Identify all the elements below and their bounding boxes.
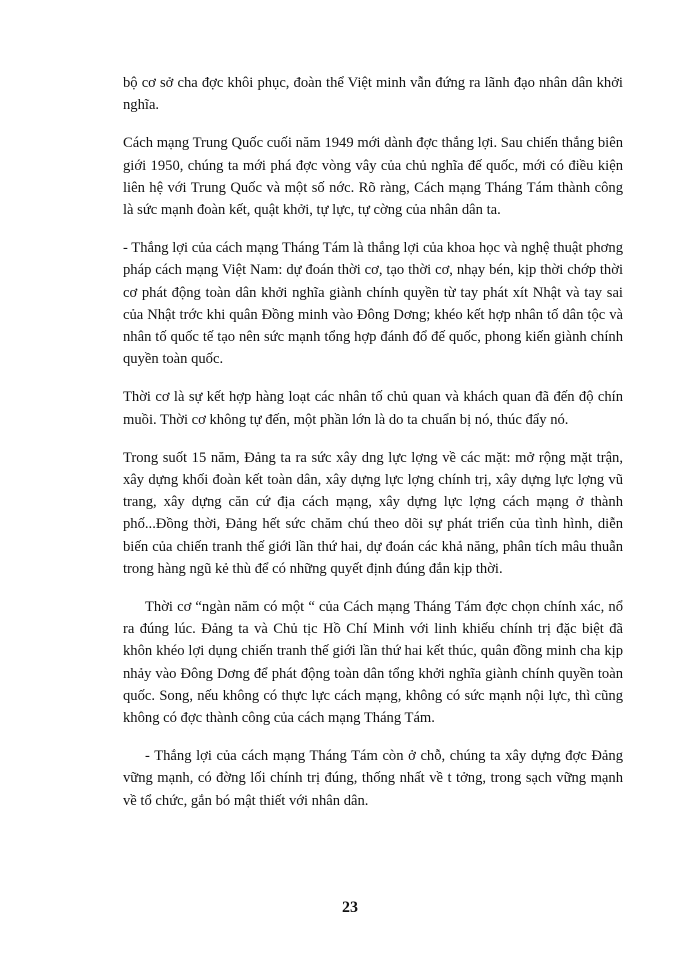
paragraph-6: Thời cơ “ngàn năm có một “ của Cách mạng Tháng Tám đợc chọn chính xác, nổ ra đúng lúc. Đảng ta và Chủ tịc Hồ Chí Minh với linh khiếu chính trị đặc biệt đã khôn khéo lợi dụng chiến tranh thế giới lần thứ hai kết thúc, quân đồng minh cha kịp nhảy vào Đông Dơng để phát động toàn dân tổng khởi nghĩa giành chính quyền toàn quốc. Song, nếu không có thực lực cách mạng, không có sức mạnh nội lực, thì cũng không có đợc thành công của cách mạng Tháng Tám. xyxy=(123,599,623,727)
paragraph-2: Cách mạng Trung Quốc cuối năm 1949 mới dành đợc thắng lợi. Sau chiến thắng biên giới 1950, chúng ta mới phá đợc vòng vây của chủ nghĩa đế quốc, mới có điều kiện liên hệ với Trung Quốc và một số nớc. Rõ ràng, Cách mạng Tháng Tám thành công là sức mạnh đoàn kết, quật khởi, tự lực, tự cờng của nhân dân ta. xyxy=(123,135,623,219)
paragraph-3: - Thắng lợi của cách mạng Tháng Tám là thắng lợi của khoa học và nghệ thuật phơng pháp cách mạng Việt Nam: dự đoán thời cơ, tạo thời cơ, nhạy bén, kịp thời chớp thời cơ phát động toàn dân khởi nghĩa giành chính quyền từ tay phát xít Nhật và tay sai của Nhật trớc khi quân Đồng minh vào Đông Dơng; khéo kết hợp nhân tố dân tộc và nhân tố quốc tế tạo nên sức mạnh tổng hợp đánh đổ đế quốc, phong kiến giành chính quyền toàn quốc. xyxy=(123,240,623,368)
page-body xyxy=(123,72,623,828)
paragraph-1: bộ cơ sở cha đợc khôi phục, đoàn thể Việt minh vẫn đứng ra lãnh đạo nhân dân khởi nghĩa. xyxy=(123,75,623,114)
page-number: 23 xyxy=(342,899,358,916)
paragraph-7: - Thắng lợi của cách mạng Tháng Tám còn ở chỗ, chúng ta xây dựng đợc Đảng vững mạnh, có đờng lối chính trị đúng, thống nhất về t tởng, trong sạch vững mạnh về tổ chức, gắn bó mật thiết với nhân dân. xyxy=(123,748,623,809)
paragraph-5: Trong suốt 15 năm, Đảng ta ra sức xây dng lực lợng về các mặt: mở rộng mặt trận, xây dựng khối đoàn kết toàn dân, xây dựng lực lợng chính trị, xây dựng lực lợng vũ trang, xây dựng căn cứ địa cách mạng, xây dựng lực lợng cách mạng ở thành phố...Đồng thời, Đảng hết sức chăm chú theo dõi sự phát triển của tình hình, diễn biến của chiến tranh thế giới lần thứ hai, dự đoán các khả năng, phân tích mâu thuẫn trong hàng ngũ kẻ thù để có những quyết định đúng đắn kịp thời. xyxy=(123,449,623,577)
paragraph-4: Thời cơ là sự kết hợp hàng loạt các nhân tố chủ quan và khách quan đã đến độ chín muồi. Thời cơ không tự đến, một phần lớn là do ta chuẩn bị nó, thúc đẩy nó. xyxy=(123,389,623,428)
